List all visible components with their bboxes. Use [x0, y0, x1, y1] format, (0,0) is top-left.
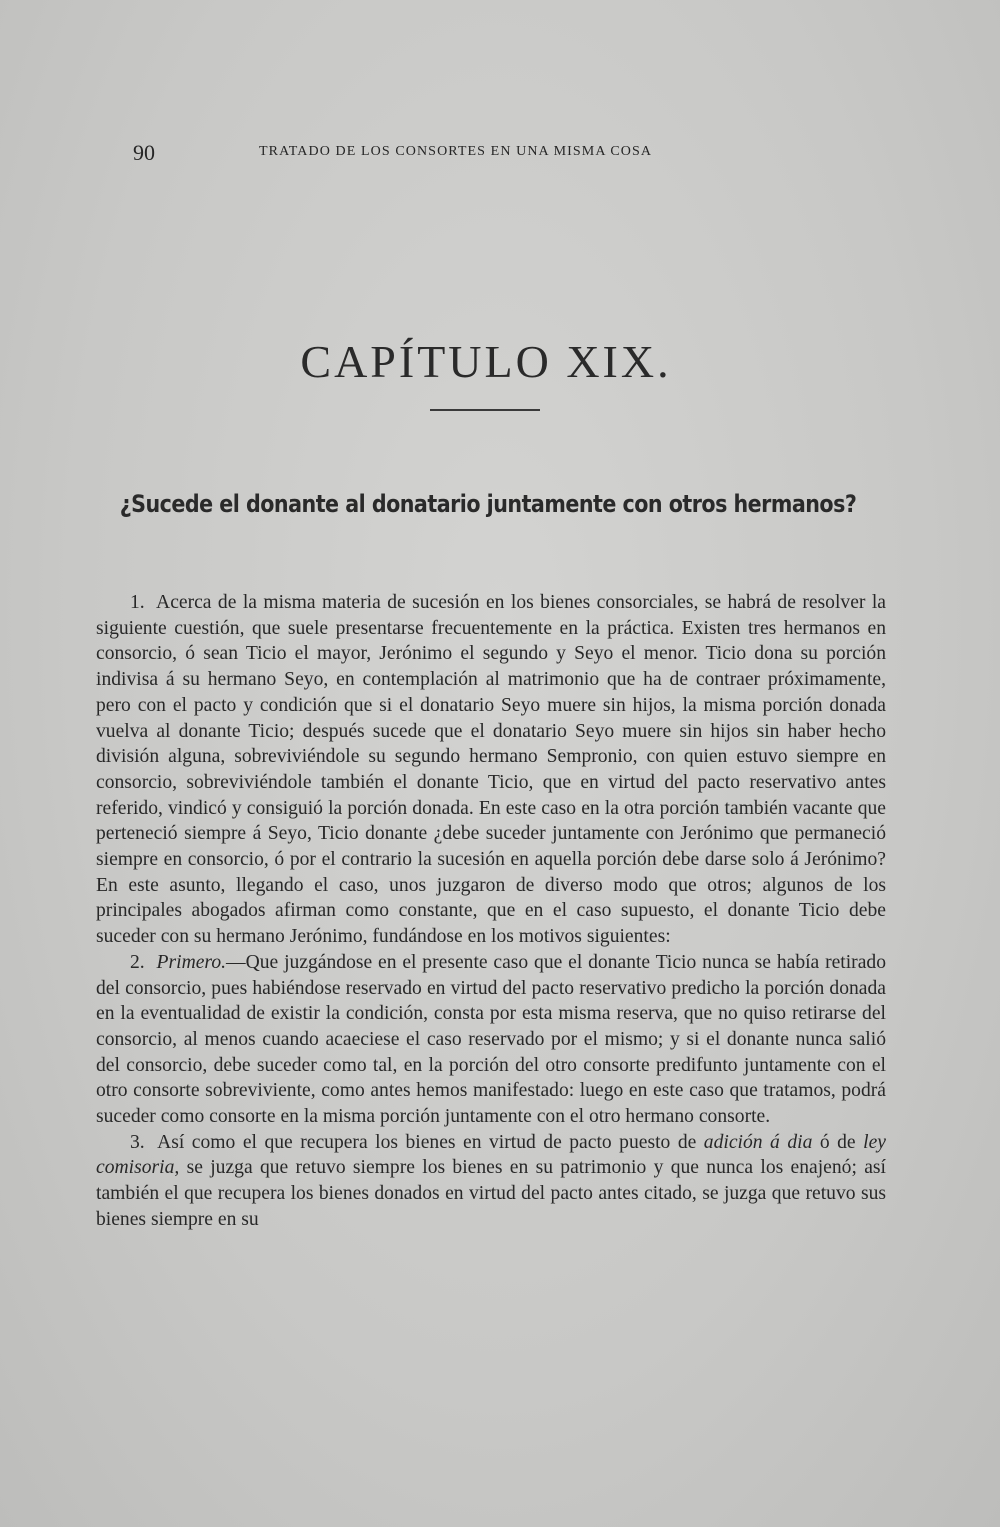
paragraph-italic: adición á dia — [703, 1131, 813, 1153]
paragraph-number: 3. — [130, 1131, 145, 1153]
paragraph-text: Así como el que recupera los bienes en virtud de pacto puesto de — [157, 1131, 697, 1153]
chapter-title: CAPÍTULO XIX. — [300, 336, 672, 387]
running-head — [133, 140, 733, 166]
chapter-question: ¿Sucede el donante al donatario juntamente con otros hermanos? — [119, 490, 857, 518]
paragraph-italic: ley comisoria, — [96, 1131, 886, 1179]
paragraph-number: 2. — [130, 951, 145, 973]
paragraph-3 — [96, 1130, 886, 1233]
title-divider — [430, 409, 540, 411]
paragraph-2 — [96, 950, 886, 1130]
page-number: 90 — [133, 140, 155, 165]
paragraph-lead: Primero. — [156, 951, 227, 973]
paragraph-number: 1. — [130, 592, 145, 613]
paragraph-text: Acerca de la misma materia de sucesión en los bienes consorciales, se habrá de resolver la siguiente cuestión, que suele presentarse frecuentemente en la práctica. Existen tres hermanos en consorcio, ó sean Ticio el mayor, Jerónimo el segundo y Seyo el menor. Ticio dona su porción indivisa á su hermano Seyo, en contemplación al matrimonio que ha de contraer próximamente, pero con el pacto y condición que si el donatario Seyo muere sin hijos, la misma porción donada vuelva al donante Ticio; después sucede que el donatario Seyo muere sin hijos sin haber hecho división alguna, sobreviviéndole su segundo hermano Sempronio, con quien estuvo siempre en consorcio, sobreviviéndole también el donante Ticio, que en virtud del pacto reservativo antes referido, vindicó y consiguió la porción donada. En este caso en la otra porción también vacante que perteneció siempre á Seyo, Ticio donante ¿debe suceder juntamente con Jerónimo que permaneció siempre en consorcio, ó por el contrario la sucesión en aquella porción debe darse solo á Jerónimo? En este asunto, llegando el caso, unos juzgaron de diverso modo que otros; algunos de los principales abogados afirman como constante, que en el caso supuesto, el donante Ticio debe suceder con su hermano Jerónimo, fundándose en los motivos siguientes: — [96, 592, 886, 948]
paragraph-text: ó de — [819, 1131, 856, 1153]
body-text — [96, 590, 886, 1233]
paragraph-text: —Que juzgándose en el presente caso que el donante Ticio nunca se había retirado del consorcio, pues habiéndose reservado en virtud del pacto reservativo predicho la porción donada en la eventualidad de existir la condición, consta por esta misma reserva, que no quiso retirarse del consorcio, al menos cuando acaeciese el caso reservado por el mismo; y si el donante nunca salió del consorcio, debe suceder como tal, en la porción del otro consorte predifunto juntamente con el otro consorte sobreviviente, como antes hemos manifestado: luego en este caso que tratamos, podrá suceder como consorte en la misma porción juntamente con el otro hermano consorte. — [96, 951, 886, 1128]
paragraph-1 — [96, 590, 886, 950]
running-title: TRATADO DE LOS CONSORTES EN UNA MISMA COSA — [259, 144, 653, 159]
paragraph-text: se juzga que retuvo siempre los bienes en su patrimonio y que nunca los enajenó; así también el que recupera los bienes donados en virtud del pacto antes citado, se juzga que retuvo sus bienes siempre en su — [96, 1157, 886, 1230]
